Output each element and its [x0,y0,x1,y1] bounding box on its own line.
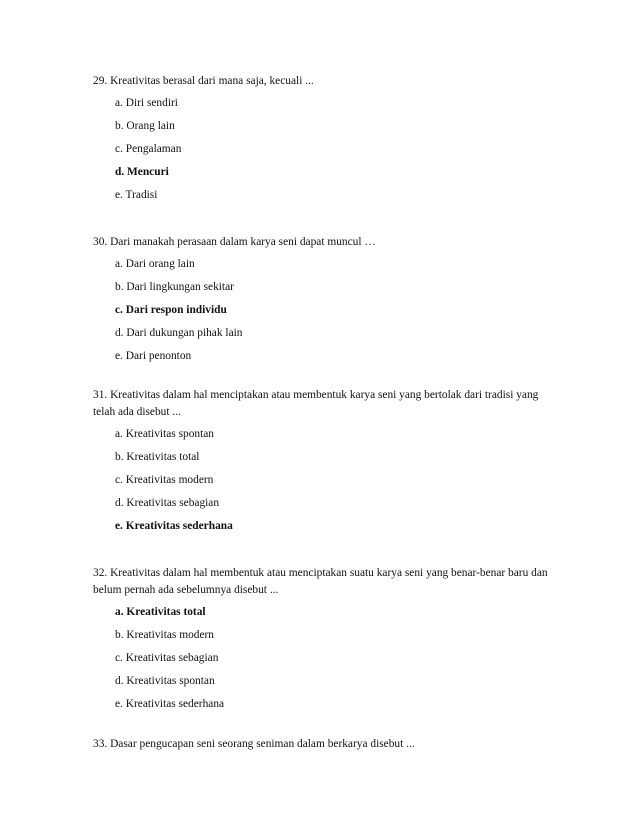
option-e: e. Tradisi [115,189,158,201]
option-c: c. Kreativitas sebagian [115,652,219,664]
question-32 [93,565,548,719]
option-c: c. Kreativitas modern [115,474,214,486]
option-d: d. Kreativitas spontan [115,675,215,687]
question-text: 29. Kreativitas berasal dari mana saja, kecuali ... [93,75,314,87]
option-d: d. Dari dukungan pihak lain [115,327,243,339]
question-29 [93,73,548,210]
option-a-correct: a. Kreativitas total [115,606,206,618]
option-e: e. Kreativitas sederhana [115,698,225,710]
option-d-correct: d. Mencuri [115,166,169,178]
question-33 [93,736,548,758]
option-a: a. Dari orang lain [115,258,195,270]
option-c: c. Pengalaman [115,143,182,155]
question-text: 33. Dasar pengucapan seni seorang seniman dalam berkarya disebut ... [93,738,415,750]
option-b: b. Orang lain [115,120,175,132]
option-e-correct: e. Kreativitas sederhana [115,520,233,532]
option-b: b. Dari lingkungan sekitar [115,281,234,293]
option-a: a. Diri sendiri [115,97,178,109]
question-text: 31. Kreativitas dalam hal menciptakan atau membentuk karya seni yang bertolak dari tradisi yang telah ada disebut ... [93,389,539,418]
question-text: 32. Kreativitas dalam hal membentuk atau menciptakan suatu karya seni yang benar-benar baru dan belum pernah ada sebelumnya disebut ... [93,567,548,596]
option-c-correct: c. Dari respon individu [115,304,227,316]
question-text: 30. Dari manakah perasaan dalam karya seni dapat muncul … [93,236,376,248]
option-b: b. Kreativitas total [115,451,200,463]
option-b: b. Kreativitas modern [115,629,215,641]
question-30 [93,234,548,371]
option-e: e. Dari penonton [115,350,192,362]
option-a: a. Kreativitas spontan [115,428,215,440]
option-d: d. Kreativitas sebagian [115,497,220,509]
question-31 [93,387,548,541]
